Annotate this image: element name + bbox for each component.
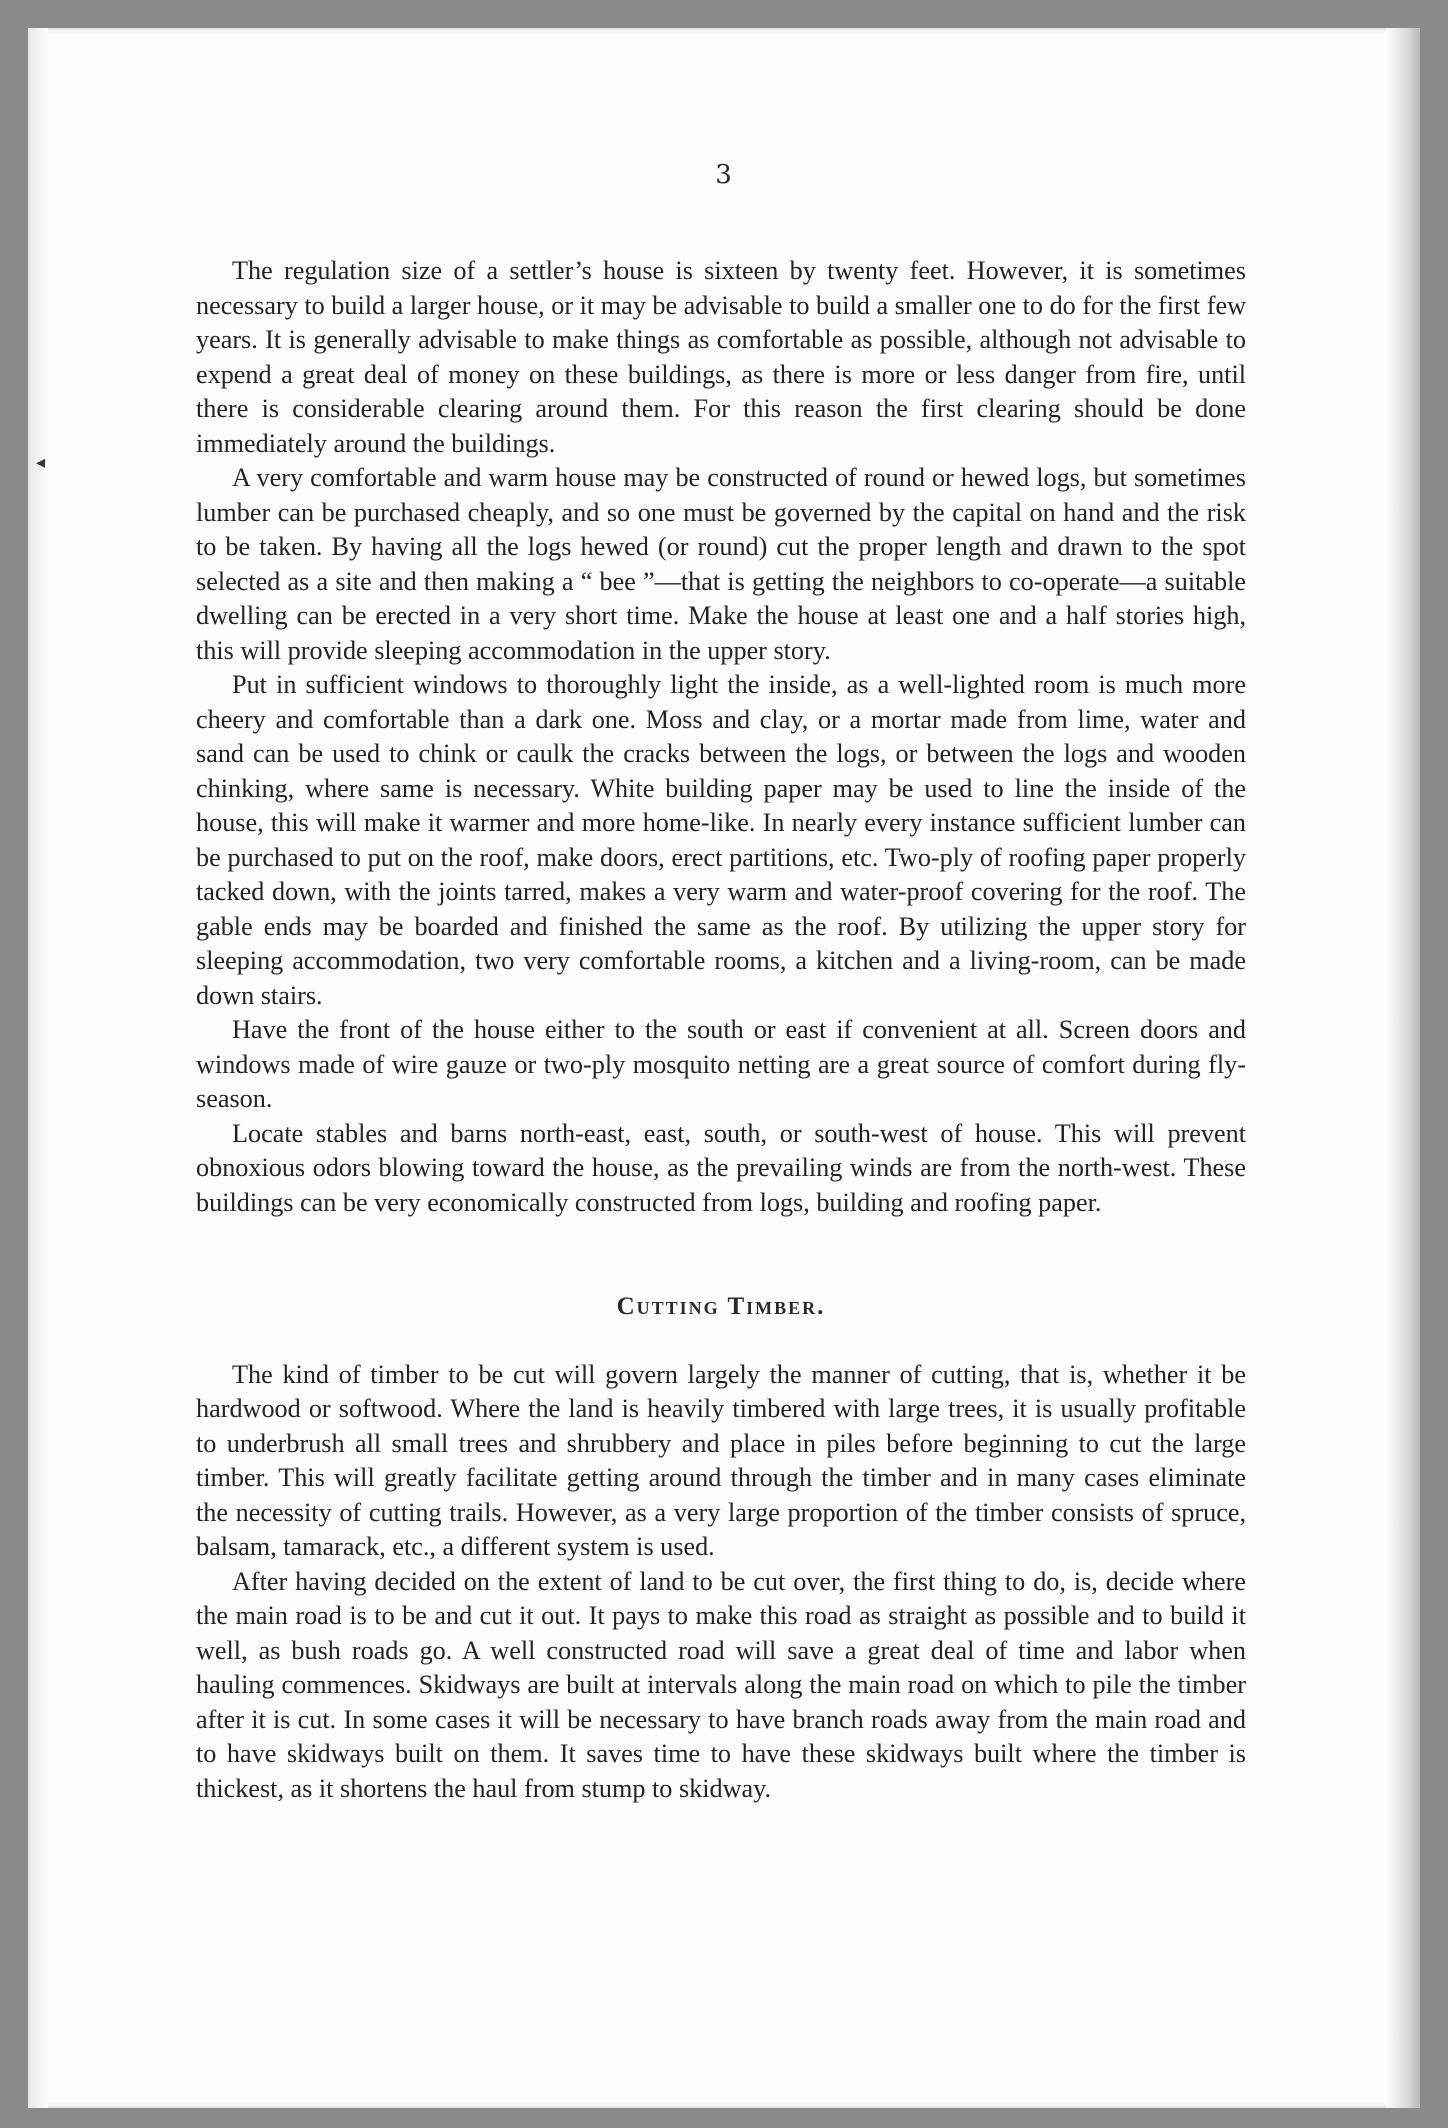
- paragraph-house-front: Have the front of the house either to the south or east if convenient at all. Screen doors and windows made of wire gauze or two-ply mosquito netting are a great source of comfort during fly-season.: [196, 1015, 1246, 1113]
- paragraph-house-size: The regulation size of a settler’s house is sixteen by twenty feet. However, it is sometimes necessary to build a larger house, or it may be advisable to build a smaller one to do for the first few years. It is generally advisable to make things as comfortable as possible, although not advisable to expend a great deal of money on these buildings, as there is more or less danger from fire, until there is considerable clearing around them. For this reason the first clearing should be done immediately around the buildings.: [196, 256, 1246, 458]
- paragraph-stables-barns: Locate stables and barns north-east, east, south, or south-west of house. This will prevent obnoxious odors blowing toward the house, as the prevailing winds are from the north-west. These buildings can be very economically constructed from logs, building and roofing paper.: [196, 1118, 1246, 1217]
- paragraph-log-house: A very comfortable and warm house may be constructed of round or hewed logs, but sometimes lumber can be purchased cheaply, and so one must be governed by the capital on hand and the risk to be taken. By having all the logs hewed (or round) cut the proper length and drawn to the spot selected as a site and then making a “ bee ”—that is getting the neighbors to co-operate—a suitable dwelling can be erected in a very short time. Make the house at least one and a half stories high, this will provide sleeping accommodation in the upper story.: [196, 463, 1246, 665]
- page-body: [196, 254, 1246, 1806]
- page-number: 3: [715, 160, 733, 190]
- section-heading-cutting-timber: Cutting Timber.: [616, 1293, 826, 1320]
- paragraph-windows-roofing: Put in sufficient windows to thoroughly light the inside, as a well-lighted room is much more cheery and comfortable than a dark one. Moss and clay, or a mortar made from lime, water and sand can be used to chink or caulk the cracks between the logs, or between the logs and wooden chinking, where same is necessary. White building paper may be used to line the inside of the house, this will make it warmer and more home-like. In nearly every instance sufficient lumber can be purchased to put on the roof, make doors, erect partitions, etc. Two-ply of roofing paper properly tacked down, with the joints tarred, makes a very warm and water-proof covering for the roof. The gable ends may be boarded and finished the same as the roof. By utilizing the upper story for sleeping accommodation, two very comfortable rooms, a kitchen and a living-room, can be made down stairs.: [196, 670, 1246, 1010]
- margin-mark: ◂: [36, 452, 46, 473]
- paragraph-timber-kind: The kind of timber to be cut will govern largely the manner of cutting, that is, whether it be hardwood or softwood. Where the land is heavily timbered with large trees, it is usually profitable to underbrush all small trees and shrubbery and place in piles before beginning to cut the large timber. This will greatly facilitate getting around through the timber and in many cases eliminate the necessity of cutting trails. However, as a very large proportion of the timber consists of spruce, balsam, tamarack, etc., a different system is used.: [196, 1359, 1246, 1561]
- page-left-edge: [28, 28, 48, 2108]
- book-page: [28, 28, 1420, 2108]
- page-right-edge: [1386, 28, 1420, 2108]
- paragraph-main-road: After having decided on the extent of land to be cut over, the first thing to do, is, decide where the main road is to be and cut it out. It pays to make this road as straight as possible and to build it well, as bush roads go. A well constructed road will save a great deal of time and labor when hauling commences. Skidways are built at intervals along the main road on which to pile the timber after it is cut. In some cases it will be necessary to have branch roads away from the main road and to have skidways built on them. It saves time to have these skidways built where the timber is thickest, as it shortens the haul from stump to skidway.: [196, 1566, 1246, 1803]
